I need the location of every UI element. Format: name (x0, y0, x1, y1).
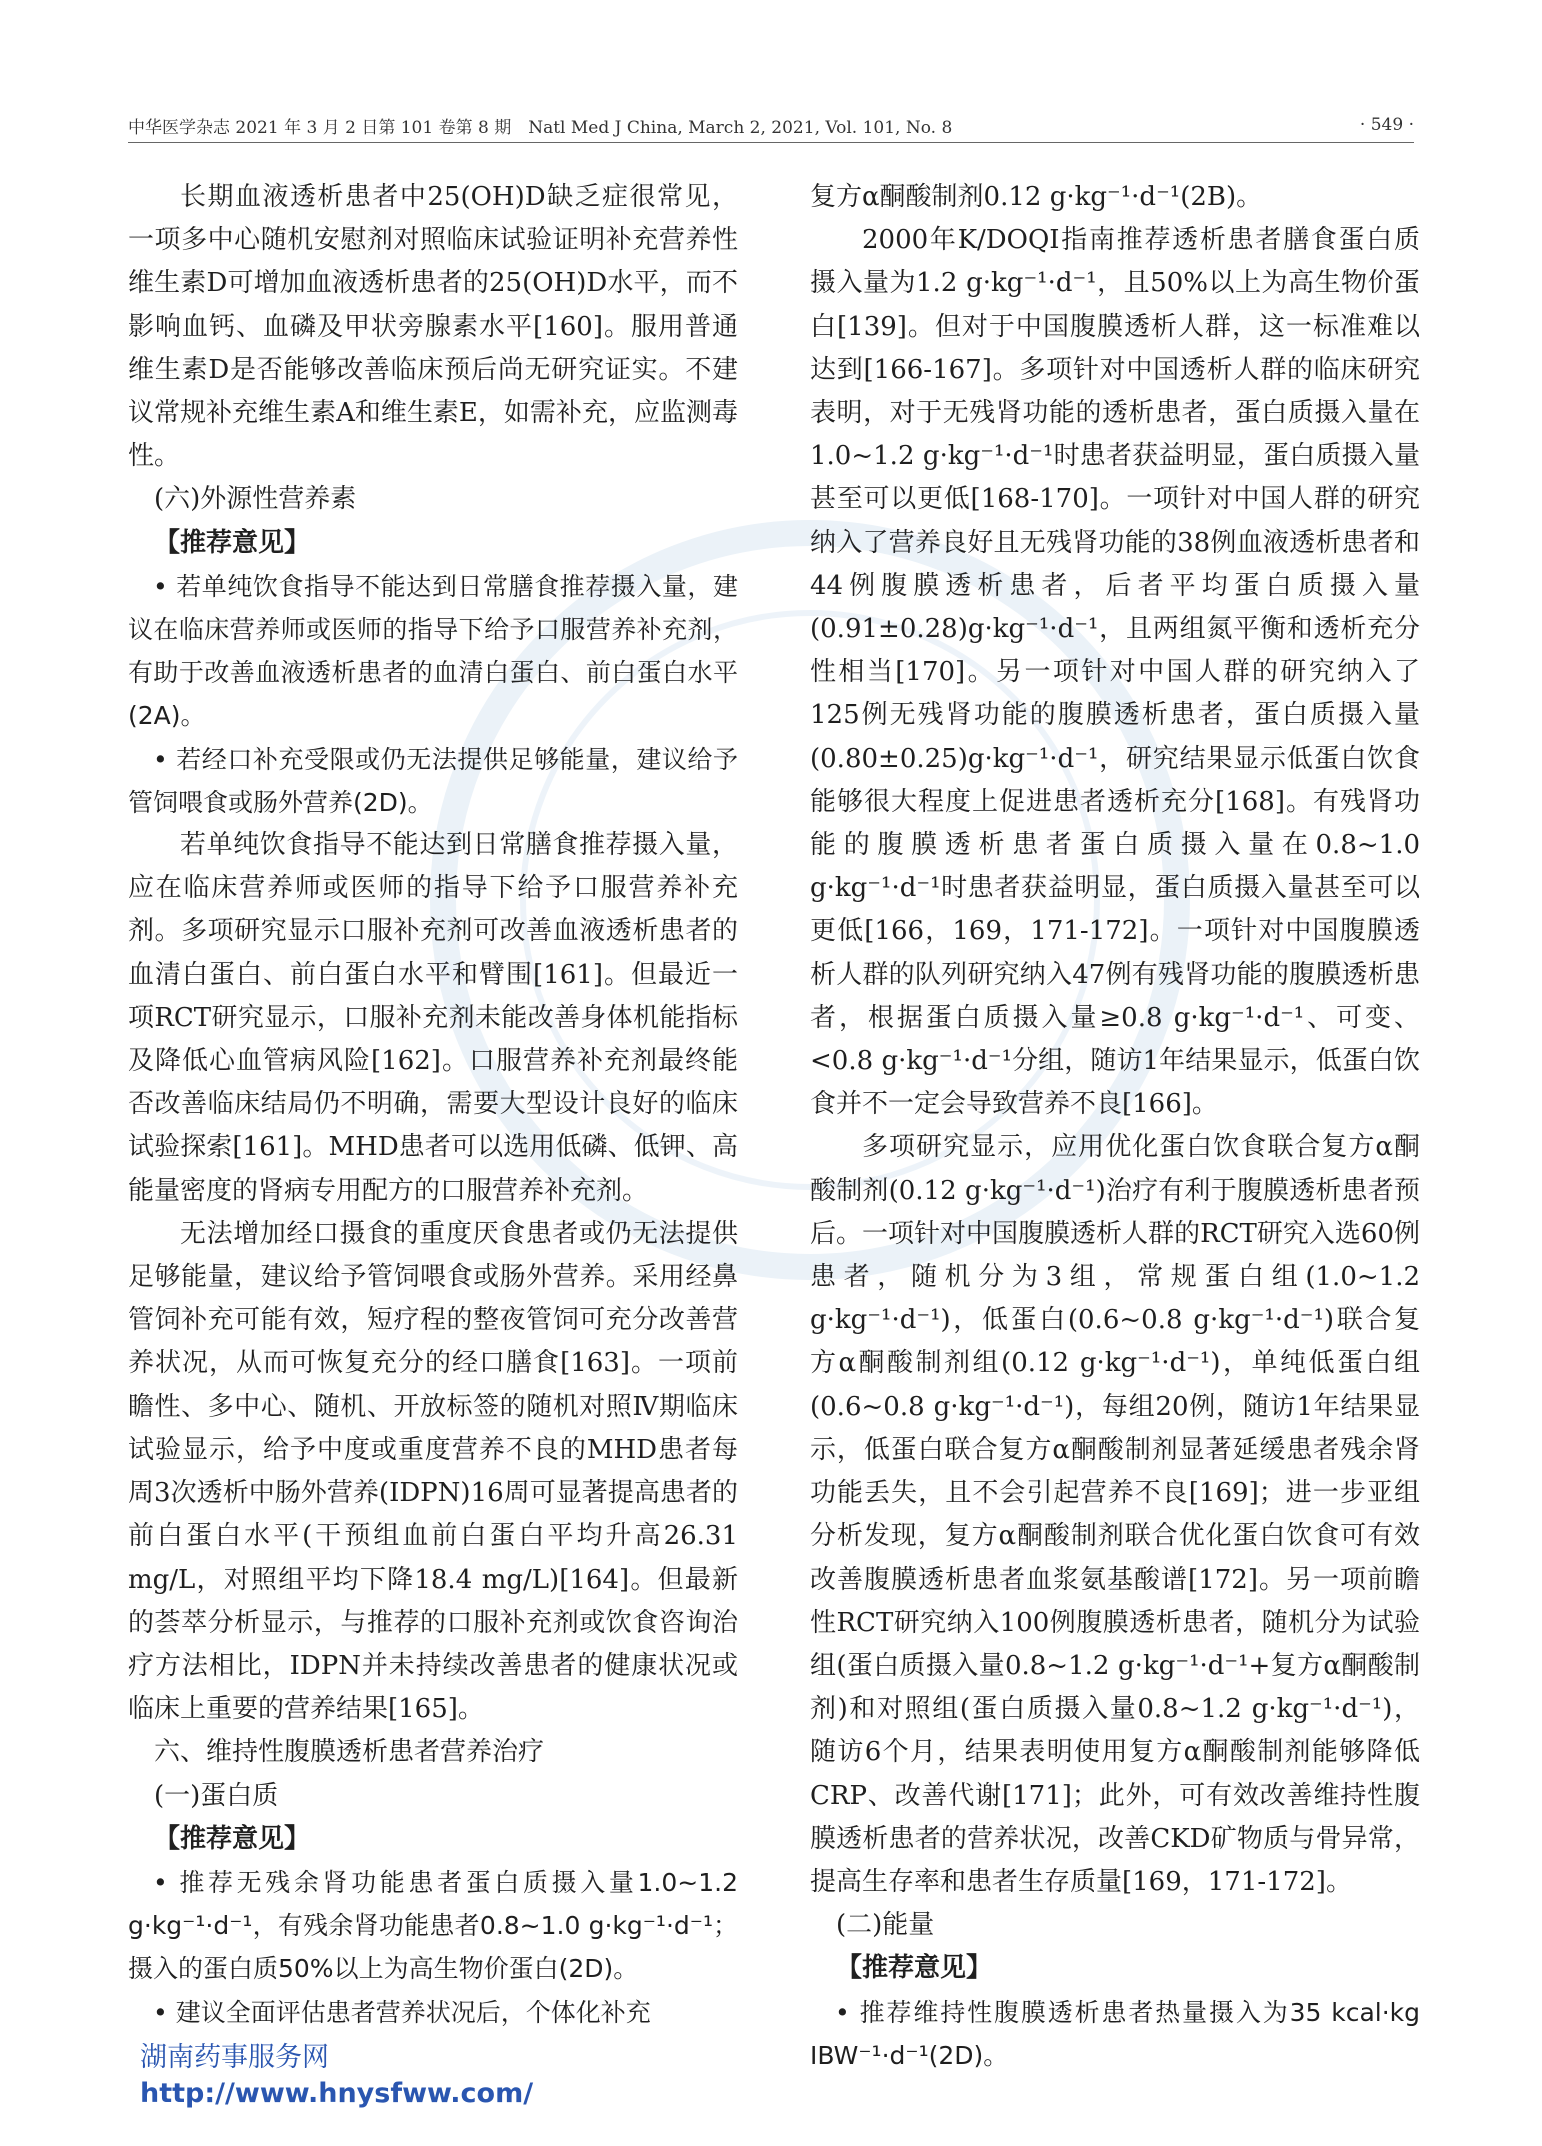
recommendation-item: • 推荐维持性腹膜透析患者热量摄入为35 kcal·kg IBW⁻¹·d⁻¹(2D)。 (810, 1997, 1420, 2070)
recommendation-item: • 推荐无残余肾功能患者蛋白质摄入量1.0~1.2 g·kg⁻¹·d⁻¹，有残余肾功能患者0.8~1.0 g·kg⁻¹·d⁻¹；摄入的蛋白质50%以上为高生物价蛋白(2D)。 (128, 1867, 738, 1984)
body-paragraph: 无法增加经口摄食的重度厌食患者或仍无法提供足够能量，建议给予管饲喂食或肠外营养。采用经鼻管饲补充可能有效，短疗程的整夜管饲可充分改善营养状况，从而可恢复充分的经口膳食[163]。一项前瞻性、多中心、随机、开放标签的随机对照Ⅳ期临床试验显示，给予中度或重度营养不良的MHD患者每周3次透析中肠外营养(IDPN)16周可显著提高患者的前白蛋白水平(干预组血前白蛋白平均升高26.31 mg/L，对照组平均下降18.4 mg/L)[164]。但最新的荟萃分析显示，与推荐的口服补充剂或饮食咨询治疗方法相比，IDPN并未持续改善患者的健康状况或临床上重要的营养结果[165]。 (128, 1218, 738, 1725)
recommendation-item: • 若单纯饮食指导不能达到日常膳食推荐摄入量，建议在临床营养师或医师的指导下给予口服营养补充剂，有助于改善血液透析患者的血清白蛋白、前白蛋白水平(2A)。 (128, 571, 738, 731)
section-heading: (二)能量 (836, 1910, 935, 1941)
section-heading: 六、维持性腹膜透析患者营养治疗 (154, 1737, 545, 1768)
recommendation-title: 【推荐意见】 (154, 1823, 311, 1854)
body-paragraph: 若单纯饮食指导不能达到日常膳食推荐摄入量，应在临床营养师或医师的指导下给予口服营养补充剂。多项研究显示口服补充剂可改善血液透析患者的血清白蛋白、前白蛋白水平和臂围[161]。但最近一项RCT研究显示，口服补充剂未能改善身体机能指标及降低心血管病风险[162]。口服营养补充剂最终能否改善临床结局仍不明确，需要大型设计良好的临床试验探索[161]。MHD患者可以选用低磷、低钾、高能量密度的肾病专用配方的口服营养补充剂。 (128, 830, 738, 1206)
recommendation-item: • 若经口补充受限或仍无法提供足够能量，建议给予管饲喂食或肠外营养(2D)。 (128, 744, 738, 817)
site-url-link[interactable]: http://www.hnysfww.com/ (140, 2078, 534, 2109)
running-header (128, 108, 1414, 143)
page-number: · 549 · (1359, 115, 1414, 135)
recommendation-title: 【推荐意见】 (836, 1953, 993, 1984)
journal-citation: 中华医学杂志 2021 年 3 月 2 日第 101 卷第 8 期 Natl Med J China, March 2, 2021, Vol. 101, No. 8 (128, 117, 953, 138)
right-column (810, 176, 1420, 2077)
body-paragraph: 复方α酮酸制剂0.12 g·kg⁻¹·d⁻¹(2B)。 (810, 182, 1263, 212)
left-column (128, 176, 738, 2034)
section-heading: (一)蛋白质 (154, 1780, 279, 1811)
body-paragraph: 2000年K/DOQI指南推荐透析患者膳食蛋白质摄入量为1.2 g·kg⁻¹·d⁻¹，且50%以上为高生物价蛋白[139]。但对于中国腹膜透析人群，这一标准难以达到[166-167]。多项针对中国透析人群的临床研究表明，对于无残肾功能的透析患者，蛋白质摄入量在1.0~1.2 g·kg⁻¹·d⁻¹时患者获益明显，蛋白质摄入量甚至可以更低[168-170]。一项针对中国人群的研究纳入了营养良好且无残肾功能的38例血液透析患者和44例腹膜透析患者，后者平均蛋白质摄入量(0.91±0.28)g·kg⁻¹·d⁻¹，且两组氮平衡和透析充分性相当[170]。另一项针对中国人群的研究纳入了125例无残肾功能的腹膜透析患者，蛋白质摄入量(0.80±0.25)g·kg⁻¹·d⁻¹，研究结果显示低蛋白饮食能够很大程度上促进患者透析充分[168]。有残肾功能的腹膜透析患者蛋白质摄入量在0.8~1.0 g·kg⁻¹·d⁻¹时患者获益明显，蛋白质摄入量甚至可以更低[166，169，171-172]。一项针对中国腹膜透析人群的队列研究纳入47例有残肾功能的腹膜透析患者，根据蛋白质摄入量≥0.8 g·kg⁻¹·d⁻¹、可变、<0.8 g·kg⁻¹·d⁻¹分组，随访1年结果显示，低蛋白饮食并不一定会导致营养不良[166]。 (810, 225, 1420, 1120)
section-heading: (六)外源性营养素 (154, 484, 357, 515)
site-name: 湖南药事服务网 (140, 2042, 329, 2073)
recommendation-item: • 建议全面评估患者营养状况后，个体化补充 (153, 1997, 651, 2027)
body-paragraph: 多项研究显示，应用优化蛋白饮食联合复方α酮酸制剂(0.12 g·kg⁻¹·d⁻¹)治疗有利于腹膜透析患者预后。一项针对中国腹膜透析人群的RCT研究入选60例患者，随机分为3组，常规蛋白组(1.0~1.2 g·kg⁻¹·d⁻¹)，低蛋白(0.6~0.8 g·kg⁻¹·d⁻¹)联合复方α酮酸制剂组(0.12 g·kg⁻¹·d⁻¹)，单纯低蛋白组(0.6~0.8 g·kg⁻¹·d⁻¹)，每组20例，随访1年结果显示，低蛋白联合复方α酮酸制剂显著延缓患者残余肾功能丢失，且不会引起营养不良[169]；进一步亚组分析发现，复方α酮酸制剂联合优化蛋白饮食可有效改善腹膜透析患者血浆氨基酸谱[172]。另一项前瞻性RCT研究纳入100例腹膜透析患者，随机分为试验组(蛋白质摄入量0.8~1.2 g·kg⁻¹·d⁻¹+复方α酮酸制剂)和对照组(蛋白质摄入量0.8~1.2 g·kg⁻¹·d⁻¹)，随访6个月，结果表明使用复方α酮酸制剂能够降低CRP、改善代谢[171]；此外，可有效改善维持性腹膜透析患者的营养状况，改善CKD矿物质与骨异常，提高生存率和患者生存质量[169，171-172]。 (810, 1132, 1420, 1897)
body-paragraph: 长期血液透析患者中25(OH)D缺乏症很常见，一项多中心随机安慰剂对照临床试验证明补充营养性维生素D可增加血液透析患者的25(OH)D水平，而不影响血钙、血磷及甲状旁腺素水平[160]。服用普通维生素D是否能够改善临床预后尚无研究证实。不建议常规补充维生素A和维生素E，如需补充，应监测毒性。 (128, 182, 738, 472)
site-footer (140, 2040, 533, 2112)
recommendation-title: 【推荐意见】 (154, 527, 311, 558)
